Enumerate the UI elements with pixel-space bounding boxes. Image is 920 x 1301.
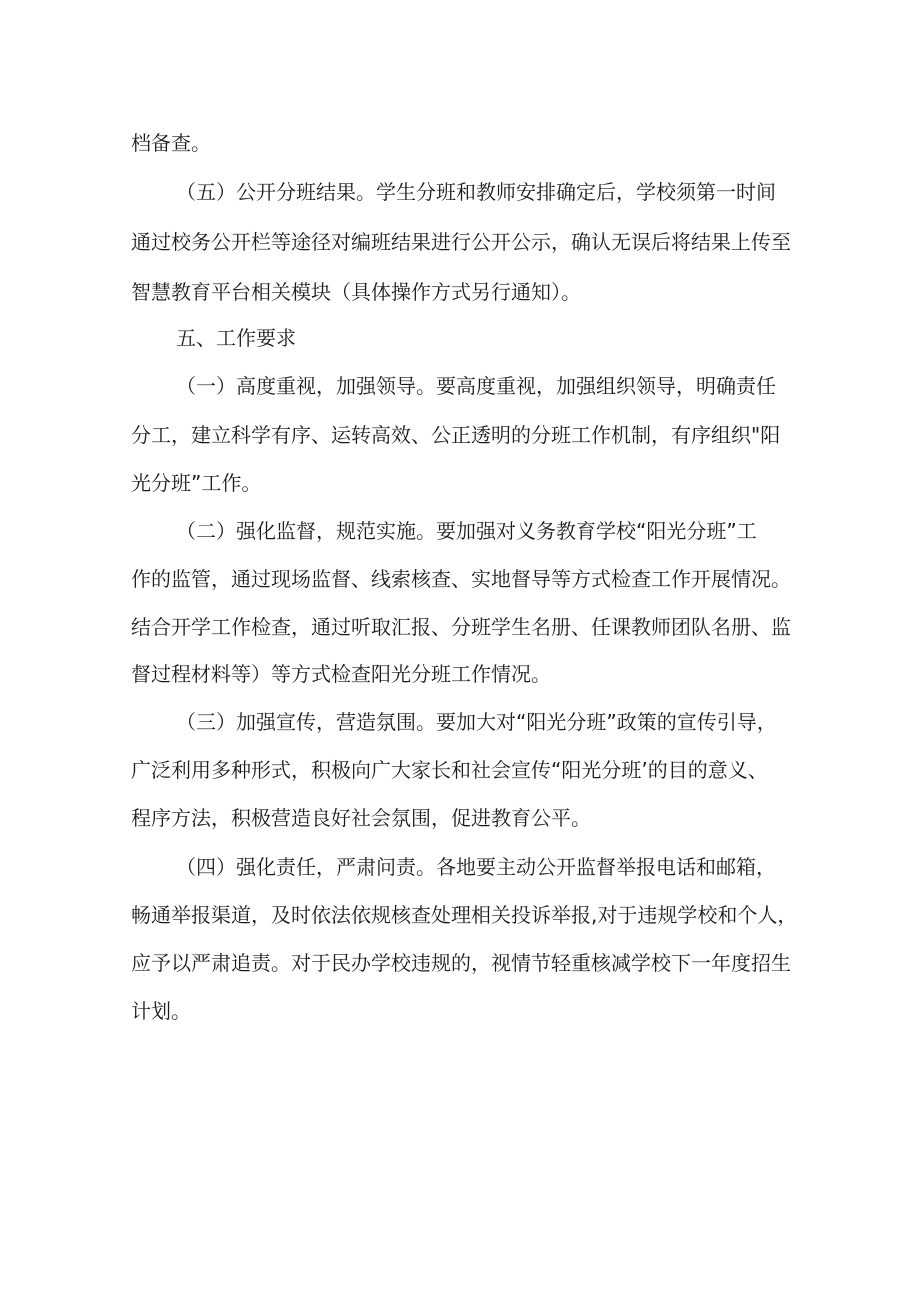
text-line: 督过程材料等）等方式检查阳光分班工作情况。 [131, 662, 551, 686]
text-line: 广泛利用多种形式，积极向广大家长和社会宣传“阳光分班’的目的意义、 [131, 758, 768, 782]
text-line: 作的监管，通过现场监督、线索核查、实地督导等方式检查工作开展情况。 [131, 567, 791, 591]
text-line: 应予以严肃追责。对于民办学校违规的，视情节轻重核减学校下一年度招生 [131, 951, 791, 975]
text-line: 程序方法，积极营造良好社会氛围，促进教育公平。 [131, 806, 591, 830]
text-line: （三）加强宣传，营造氛围。要加大对“阳光分班”政策的宣传引导， [176, 710, 777, 734]
text-line: 结合开学工作检查，通过听取汇报、分班学生名册、任课教师团队名册、监 [131, 615, 791, 639]
text-line: 智慧教育平台相关模块（具体操作方式另行通知）。 [131, 280, 581, 304]
section-heading: 五、工作要求 [176, 326, 296, 350]
text-line: 计划。 [131, 999, 191, 1023]
text-line: （二）强化监督，规范实施。要加强对义务教育学校“阳光分班”工 [176, 519, 757, 543]
text-line: 畅通举报渠道，及时依法依规核查处理相关投诉举报,对于违规学校和个人， [131, 903, 798, 927]
text-line: 档备查。 [131, 131, 211, 155]
text-line: （四）强化责任，严肃问责。各地要主动公开监督举报电话和邮箱， [176, 855, 776, 879]
text-line: （五）公开分班结果。学生分班和教师安排确定后，学校须第一时间 [176, 180, 776, 204]
text-line: （一）高度重视，加强领导。要高度重视，加强组织领导，明确责任 [176, 374, 776, 398]
text-line: 光分班”工作。 [131, 471, 262, 495]
text-line: 分工，建立科学有序、运转高效、公正透明的分班工作机制，有序组织"阳 [131, 423, 781, 447]
text-line: 通过校务公开栏等途径对编班结果进行公开公示，确认无误后将结果上传至 [131, 230, 791, 254]
